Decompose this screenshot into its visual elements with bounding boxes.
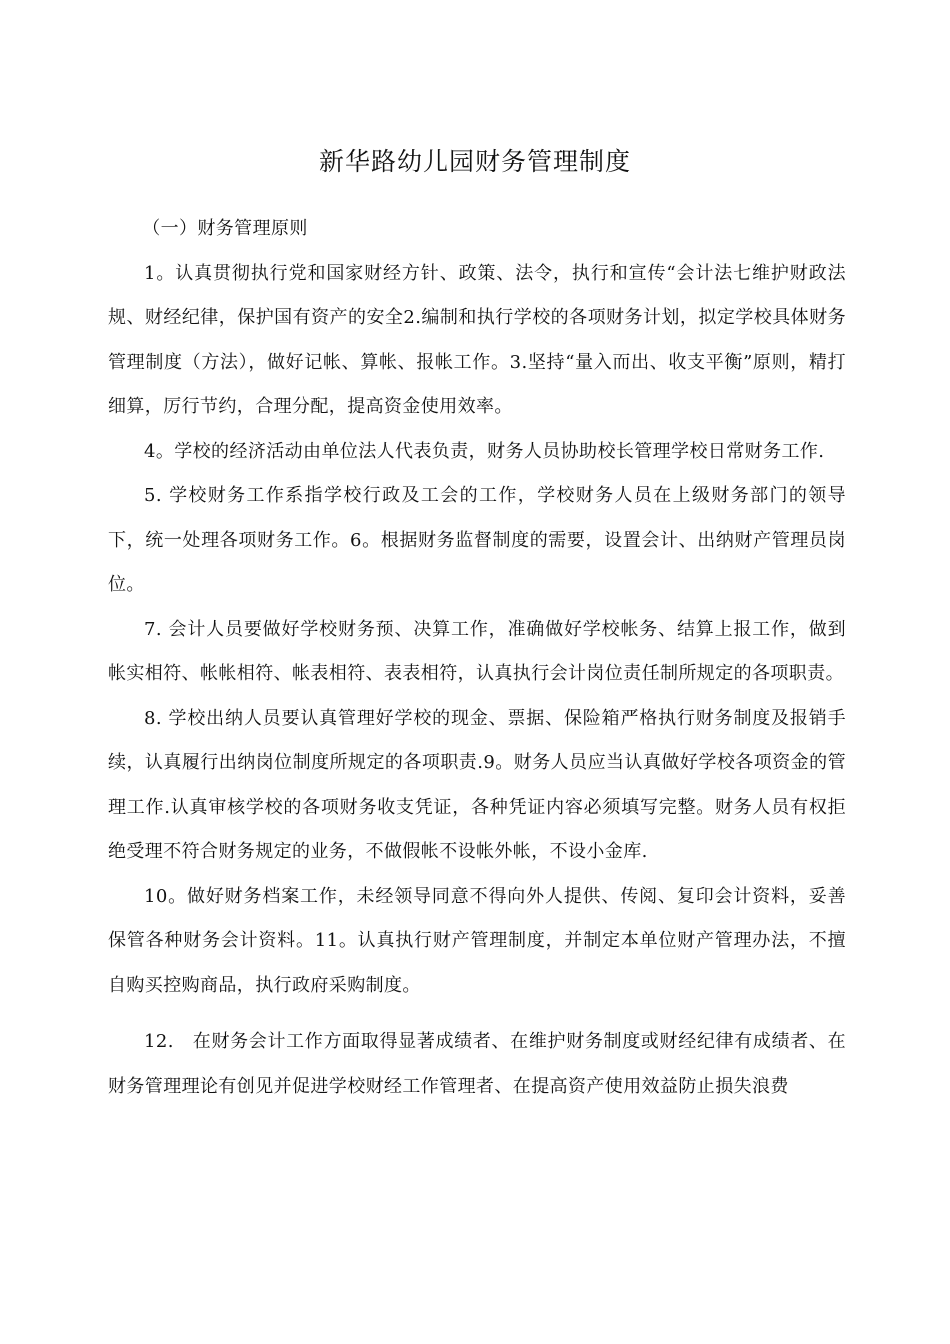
paragraph-5: 5. 学校财务工作系指学校行政及工会的工作，学校财务人员在上级财务部门的领导下，统一处理各项财务工作。6。根据财务监督制度的需要，设置会计、出纳财产管理员岗位。 xyxy=(108,485,846,595)
document-title: 新华路幼儿园财务管理制度 xyxy=(318,147,631,176)
paragraph-4: 4。学校的经济活动由单位法人代表负责，财务人员协助校长管理学校日常财务工作. xyxy=(144,440,825,462)
paragraph-7: 7. 会计人员要做好学校财务预、决算工作，准确做好学校帐务、结算上报工作，做到帐实相符、帐帐相符、帐表相符、表表相符，认真执行会计岗位责任制所规定的各项职责。 xyxy=(108,618,846,684)
paragraph-12: 12. 在财务会计工作方面取得显著成绩者、在维护财务制度或财经纪律有成绩者、在财务管理理论有创见并促进学校财经工作管理者、在提高资产使用效益防止损失浪费 xyxy=(108,1031,846,1097)
paragraph-10: 10。做好财务档案工作，未经领导同意不得向外人提供、传阅、复印会计资料，妥善保管各种财务会计资料。11。认真执行财产管理制度，并制定本单位财产管理办法，不擅自购买控购商品，执行政府采购制度。 xyxy=(108,885,846,996)
paragraph-1: 1。认真贯彻执行党和国家财经方针、政策、法令，执行和宣传“会计法七维护财政法规、财经纪律，保护国有资产的安全2.编制和执行学校的各项财务计划，拟定学校具体财务管理制度（方法），做好记帐、算帐、报帐工作。3.坚持“量入而出、收支平衡”原则，精打细算，厉行节约，合理分配，提高资金使用效率。 xyxy=(108,262,846,417)
section-heading: （一）财务管理原则 xyxy=(142,218,308,239)
paragraph-8: 8. 学校出纳人员要认真管理好学校的现金、票据、保险箱严格执行财务制度及报销手续，认真履行出纳岗位制度所规定的各项职责.9。财务人员应当认真做好学校各项资金的管理工作.认真审核学校的各项财务收支凭证，各种凭证内容必须填写完整。财务人员有权拒绝受理不符合财务规定的业务，不做假帐不设帐外帐，不设小金库. xyxy=(108,707,846,862)
document-body xyxy=(108,207,846,1109)
